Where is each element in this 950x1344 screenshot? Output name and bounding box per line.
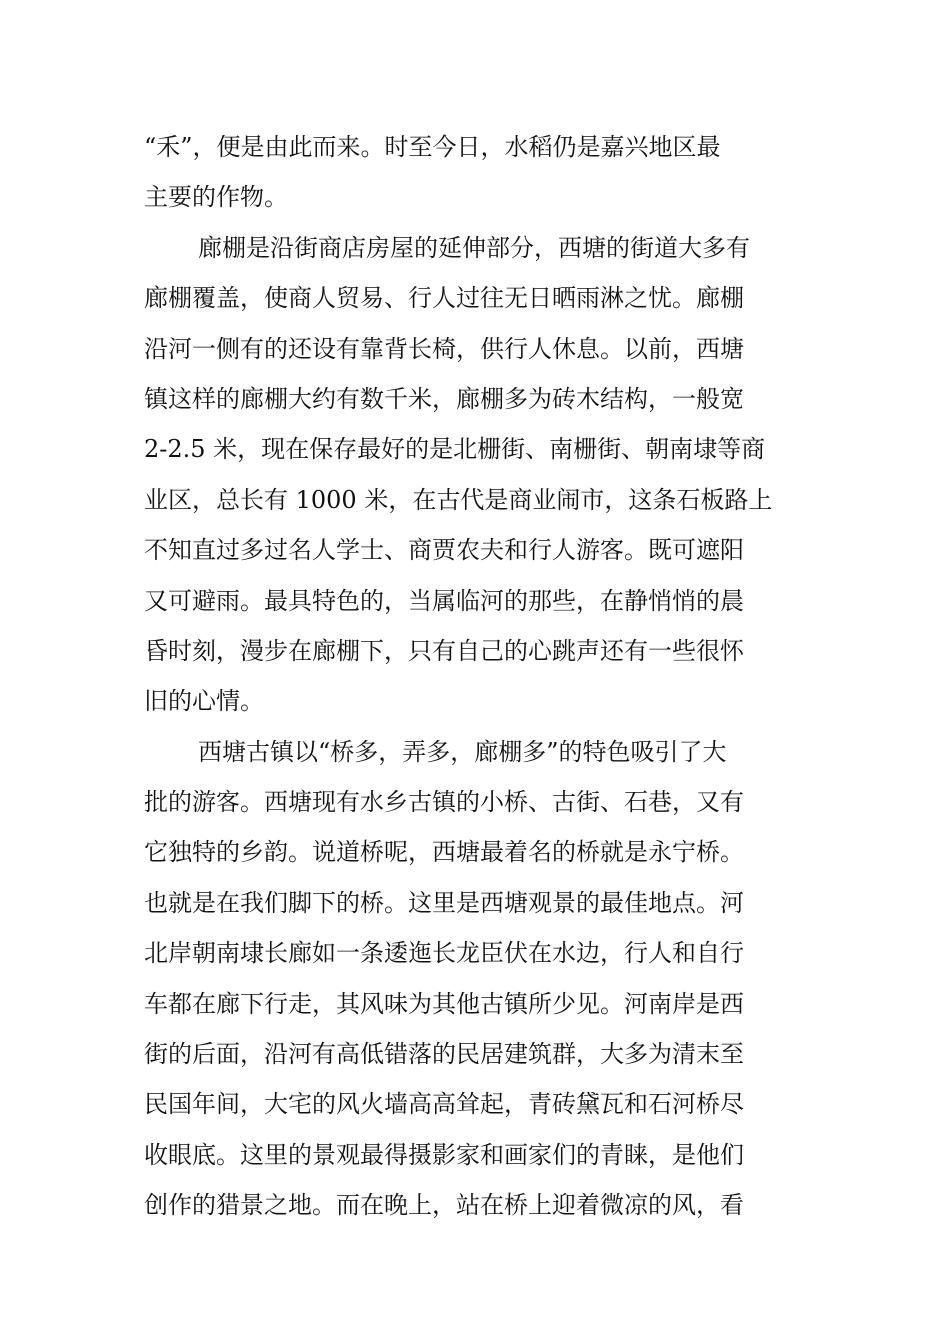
text-line: 北岸朝南埭长廊如一条逶迤长龙臣伏在水边，行人和自行 (144, 939, 744, 968)
text-line: 也就是在我们脚下的桥。这里是西塘观景的最佳地点。河 (144, 888, 744, 917)
text-line: 创作的猎景之地。而在晚上，站在桥上迎着微凉的风，看 (144, 1191, 744, 1220)
text-line: 廊棚是沿街商店房屋的延伸部分，西塘的街道大多有 (198, 233, 750, 262)
text-line: 沿河一侧有的还设有靠背长椅，供行人休息。以前，西塘 (144, 334, 744, 363)
text-line: 收眼底。这里的景观最得摄影家和画家们的青睐，是他们 (144, 1140, 744, 1169)
text-line: 批的游客。西塘现有水乡古镇的小桥、古街、石巷，又有 (144, 788, 744, 817)
text-line: 民国年间，大宅的风火墙高高耸起，青砖黛瓦和石河桥尽 (144, 1090, 744, 1119)
text-line: 廊棚覆盖，使商人贸易、行人过往无日晒雨淋之忧。廊棚 (144, 284, 744, 313)
text-line: 车都在廊下行走，其风味为其他古镇所少见。河南岸是西 (144, 989, 744, 1018)
paragraph (144, 727, 808, 1231)
text-line: 2-2.5 米，现在保存最好的是北栅街、南栅街、朝南埭等商 (144, 435, 766, 464)
text-line: 业区，总长有 1000 米，在古代是商业闹市，这条石板路上 (144, 485, 773, 514)
text-line: 昏时刻，漫步在廊棚下，只有自己的心跳声还有一些很怀 (144, 636, 744, 665)
text-line: 主要的作物。 (144, 183, 288, 212)
paragraph (144, 223, 808, 727)
text-line: “禾”，便是由此而来。时至今日，水稻仍是嘉兴地区最 (144, 133, 721, 161)
text-line: 旧的心情。 (144, 687, 264, 716)
text-line: 它独特的乡韵。说道桥呢，西塘最着名的桥就是永宁桥。 (144, 838, 744, 867)
text-line: 镇这样的廊棚大约有数千米，廊棚多为砖木结构，一般宽 (144, 384, 744, 413)
text-line: 又可避雨。最具特色的，当属临河的那些，在静悄悄的晨 (144, 586, 744, 615)
paragraph (144, 122, 808, 223)
text-line: 不知直过多过名人学士、商贾农夫和行人游客。既可遮阳 (144, 536, 744, 565)
document-page (144, 122, 808, 1231)
text-line: 街的后面，沿河有高低错落的民居建筑群，大多为清末至 (144, 1040, 744, 1069)
text-line: 西塘古镇以“桥多，弄多，廊棚多”的特色吸引了大 (198, 737, 727, 766)
